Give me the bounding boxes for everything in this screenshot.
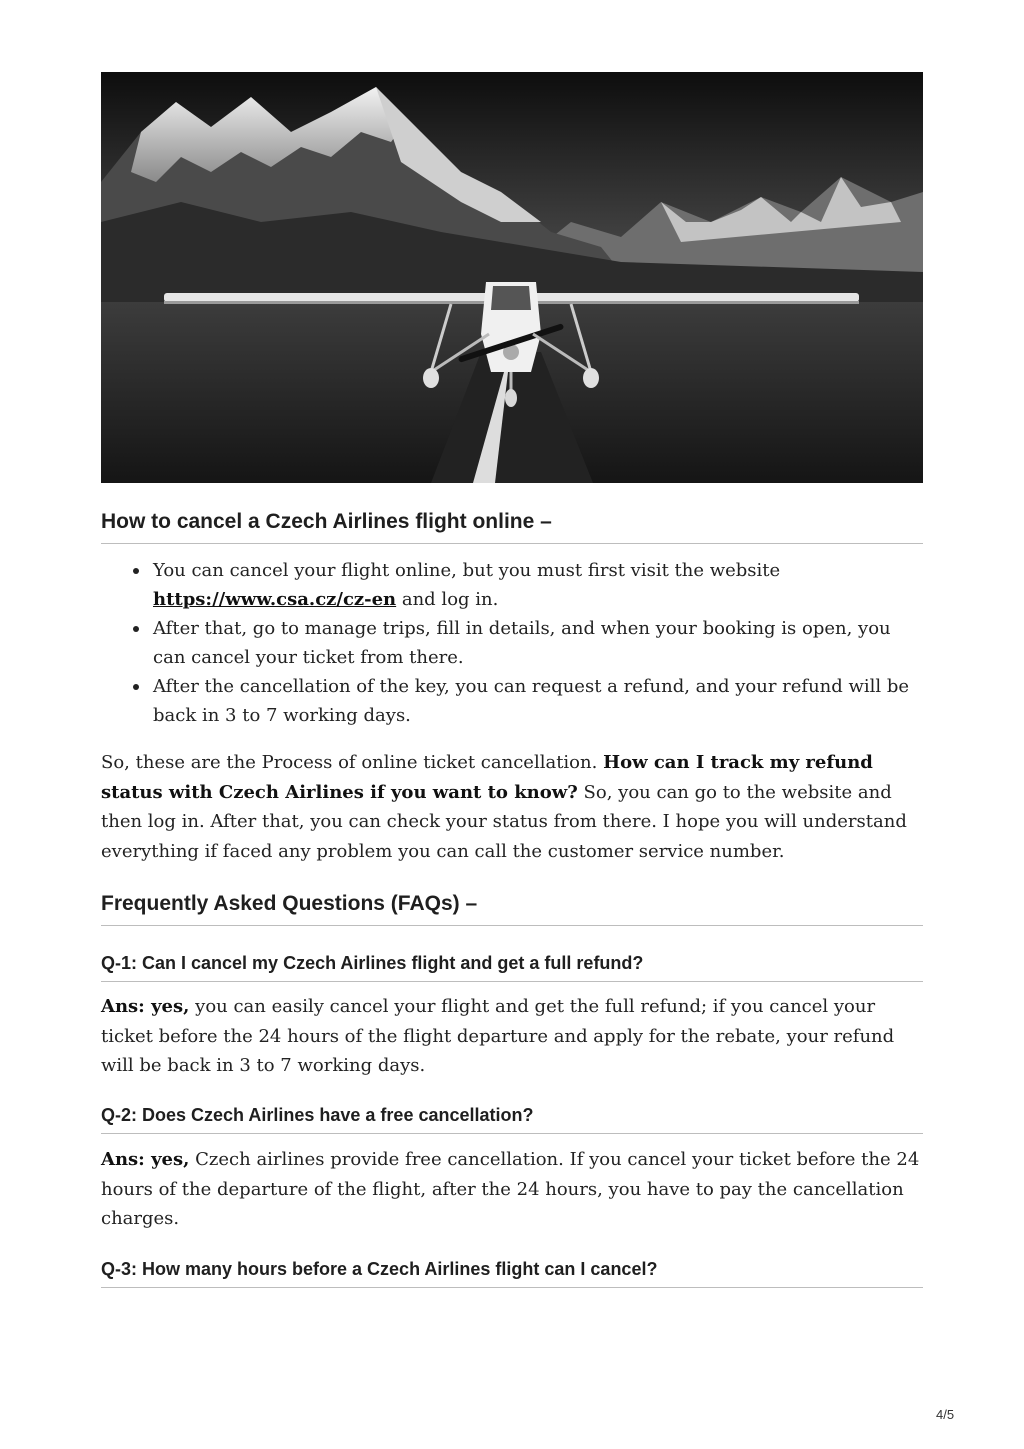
faq-answer-1: [101, 992, 923, 1081]
summary-rest: So, you can go to the website and then log in. After that, you can check your status from there. I hope you will understand everything if faced any problem you can call the customer service number.: [101, 781, 907, 862]
csa-website-link[interactable]: https://www.csa.cz/cz-en: [153, 589, 397, 610]
list-item: After that, go to manage trips, fill in details, and when your booking is open, you can cancel your ticket from there.: [153, 614, 923, 672]
faq-heading: Frequently Asked Questions (FAQs) –: [101, 892, 923, 926]
faq-answer-2: [101, 1145, 923, 1234]
faq-question-2: Q-2: Does Czech Airlines have a free cancellation?: [101, 1105, 923, 1134]
summary-paragraph: [101, 748, 923, 866]
answer-label: Ans: yes,: [101, 1149, 190, 1170]
hero-photo: [101, 72, 923, 483]
faq-question-3: Q-3: How many hours before a Czech Airlines flight can I cancel?: [101, 1259, 923, 1288]
list-item: [153, 556, 923, 614]
page-number: 4/5: [936, 1407, 955, 1422]
answer-text: you can easily cancel your flight and get the full refund; if you cancel your ticket before the 24 hours of the flight departure and apply for the rebate, your refund will be back in 3 to 7 working days.: [101, 996, 895, 1076]
answer-text: Czech airlines provide free cancellation. If you cancel your ticket before the 24 hours of the departure of the flight, after the 24 hours, you have to pay the cancellation charges.: [101, 1149, 920, 1229]
section-heading-cancel-online: How to cancel a Czech Airlines flight online –: [101, 510, 923, 544]
summary-lead: So, these are the Process of online ticket cancellation.: [101, 752, 604, 773]
step-text-suffix: and log in.: [396, 589, 499, 610]
airplane-mountain-image: [101, 72, 923, 483]
summary-bold-question: How can I track my refund status with Czech Airlines if you want to know?: [101, 752, 873, 803]
answer-label: Ans: yes,: [101, 996, 190, 1017]
cancel-steps-list: [101, 556, 923, 730]
list-item: After the cancellation of the key, you can request a refund, and your refund will be back in 3 to 7 working days.: [153, 672, 923, 730]
faq-question-1: Q-1: Can I cancel my Czech Airlines flight and get a full refund?: [101, 953, 923, 982]
step-text: You can cancel your flight online, but you must first visit the website: [153, 560, 781, 581]
